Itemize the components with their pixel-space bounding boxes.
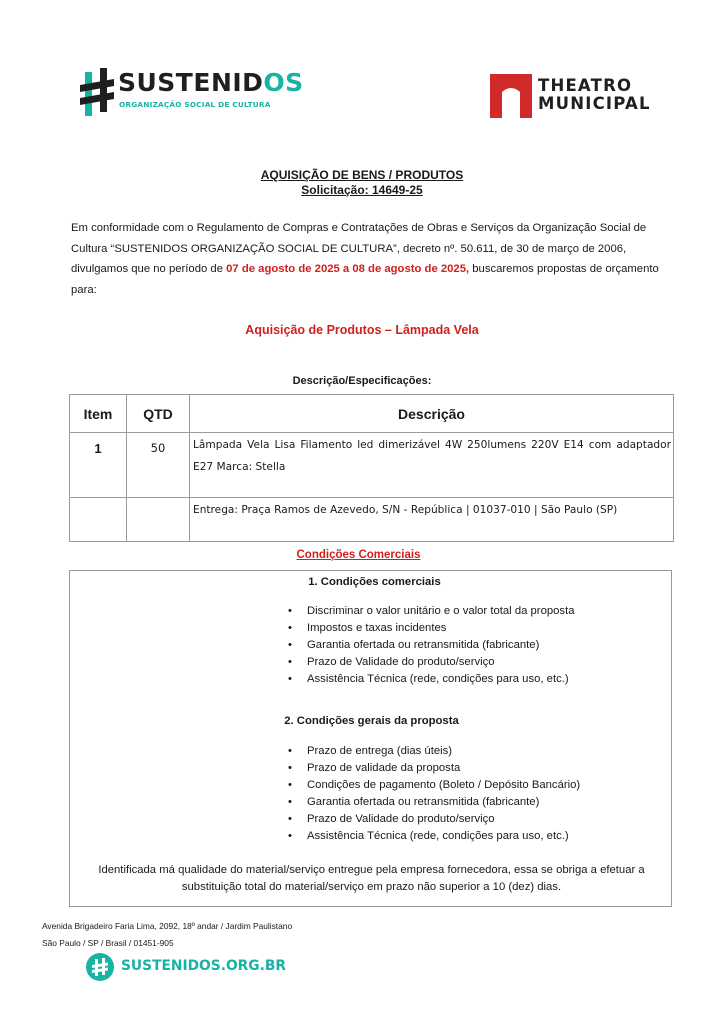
- header-qtd: QTD: [127, 395, 190, 433]
- sustenidos-tagline: ORGANIZAÇÃO SOCIAL DE CULTURA: [119, 100, 271, 109]
- footer-logo: [86, 953, 286, 983]
- list-item: • Garantia ofertada ou retransmitida (fabricante): [288, 794, 580, 811]
- website-link[interactable]: SUSTENIDOS.ORG.BR: [121, 958, 287, 974]
- address-line: Avenida Brigadeiro Faria Lima, 2092, 18º andar / Jardim Paulistano: [42, 921, 293, 931]
- items-table: [69, 394, 674, 542]
- theatro-arch-icon: [490, 74, 532, 118]
- list-item: • Prazo de Validade do produto/serviço: [288, 654, 575, 671]
- section2-title: 2. Condições gerais da proposta: [284, 715, 459, 727]
- footer-address: [42, 918, 292, 952]
- conditions-box: [69, 570, 672, 907]
- quality-note: Identificada má qualidade do material/serviço entregue pela empresa fornecedora, essa se obriga a efetuar a substituição total do material/serviço em prazo não superior a 10 (dez) dias.: [98, 864, 645, 893]
- list-item: • Discriminar o valor unitário e o valor total da proposta: [288, 603, 575, 620]
- header-item: Item: [70, 395, 127, 433]
- delivery-row: [70, 498, 674, 542]
- theatro-line1: THEATRO: [538, 76, 633, 95]
- header-desc: Descrição: [190, 395, 674, 433]
- list-item: • Assistência Técnica (rede, condições para uso, etc.): [288, 828, 580, 845]
- list-item: • Garantia ofertada ou retransmitida (fabricante): [288, 637, 575, 654]
- list-item: • Assistência Técnica (rede, condições para uso, etc.): [288, 671, 575, 688]
- list-item: • Prazo de entrega (dias úteis): [288, 743, 580, 760]
- list-item: • Impostos e taxas incidentes: [288, 620, 575, 637]
- empty-cell: [70, 498, 127, 542]
- list-item: • Prazo de validade da proposta: [288, 760, 580, 777]
- address-line: São Paulo / SP / Brasil / 01451-905: [42, 938, 174, 948]
- item-number: 1: [70, 433, 127, 498]
- theatro-municipal-logo: [490, 72, 660, 120]
- sustenidos-wordmark: SUSTENIDOS: [118, 68, 304, 97]
- list-item: • Condições de pagamento (Boleto / Depósito Bancário): [288, 777, 580, 794]
- period-highlight: 07 de agosto de 2025 a 08 de agosto de 2025,: [226, 263, 470, 275]
- section1-title: 1. Condições comerciais: [308, 576, 441, 588]
- item-description: Lâmpada Vela Lisa Filamento led dimerizável 4W 250lumens 220V E14 com adaptador E27 Marca: Stella: [190, 433, 674, 498]
- empty-cell: [127, 498, 190, 542]
- delivery-address: Entrega: Praça Ramos de Azevedo, S/N - República | 01037-010 | São Paulo (SP): [190, 498, 674, 542]
- section2-list: [288, 743, 580, 845]
- intro-paragraph: Em conformidade com o Regulamento de Compras e Contratações de Obras e Serviços da Organização Social de Cultura “SUSTENIDOS ORGANIZAÇÃO SOCIAL DE CULTURA”, decreto nº. 50.611, de 30 de março de 2006, divulgamos que no período de 07 de agosto de 2025 a 08 de agosto de 2025, buscaremos propostas de orçamento para:: [71, 222, 659, 296]
- list-item: • Prazo de Validade do produto/serviço: [288, 811, 580, 828]
- hash-icon: [80, 66, 114, 118]
- table-header-row: [70, 395, 674, 433]
- table-row: [70, 433, 674, 498]
- section1-list: [288, 603, 575, 688]
- sustenidos-logo: [80, 64, 304, 120]
- spec-title: Descrição/Especificações:: [292, 375, 432, 387]
- hash-circle-icon: [86, 953, 114, 981]
- document-title: AQUISIÇÃO DE BENS / PRODUTOS: [260, 168, 464, 182]
- item-qtd: 50: [127, 433, 190, 498]
- request-number: Solicitação: 14649-25: [301, 183, 423, 197]
- theatro-line2: MUNICIPAL: [538, 94, 651, 113]
- subject-title: Aquisição de Produtos – Lâmpada Vela: [245, 323, 479, 337]
- commercial-conditions-title: Condições Comerciais: [296, 549, 421, 561]
